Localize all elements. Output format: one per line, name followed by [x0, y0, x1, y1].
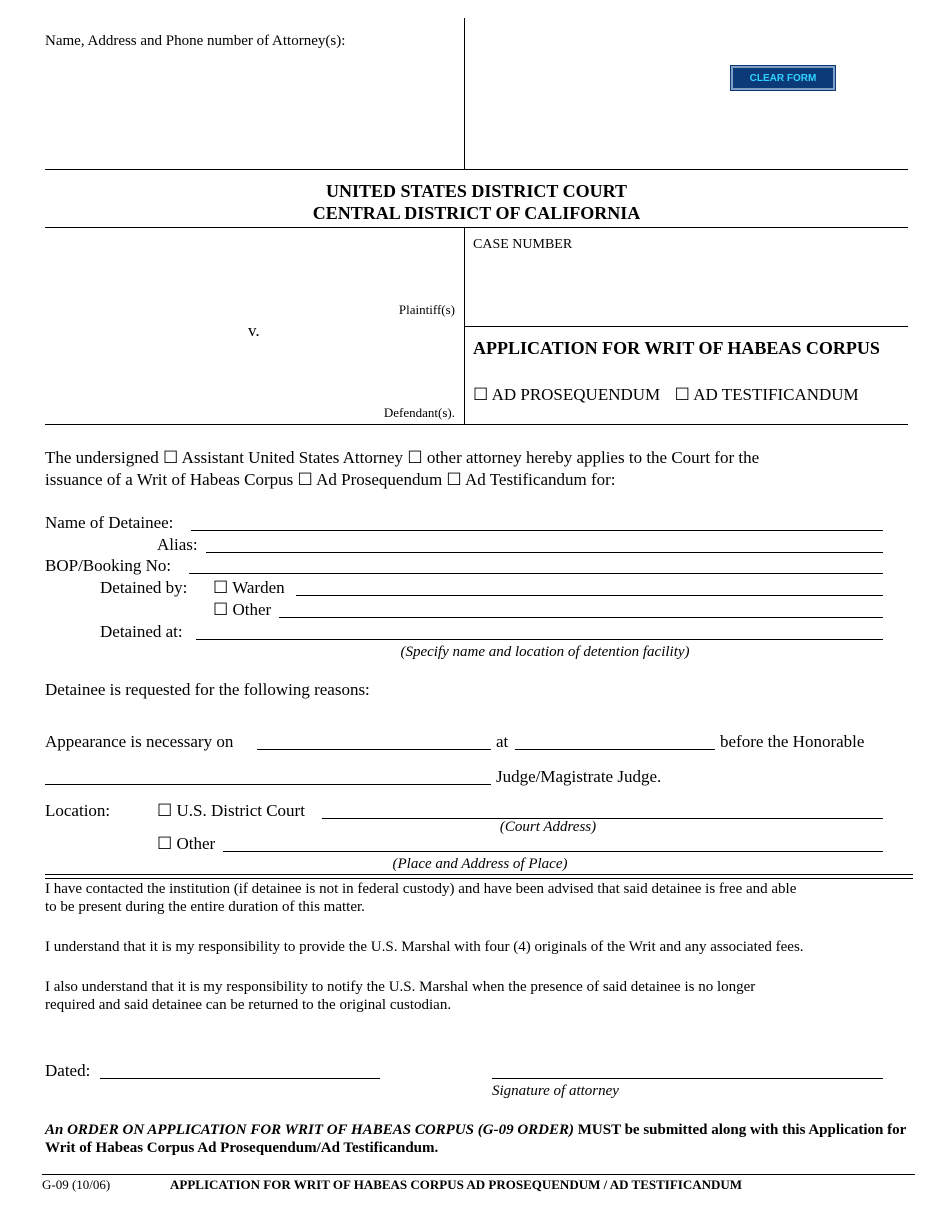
warden-option — [213, 578, 285, 598]
writ-type-options — [473, 385, 859, 405]
place-hint: (Place and Address of Place) — [392, 856, 568, 872]
statement-3-line-1: I also understand that it is my responsibility to notify the U.S. Marshal when the presence of said detainee is no longer — [45, 979, 756, 995]
bop-field[interactable] — [189, 573, 883, 574]
location-other-label: Other — [176, 834, 216, 853]
intro-testificandum-checkbox[interactable]: ☐ — [446, 470, 462, 489]
footer-title: APPLICATION FOR WRIT OF HABEAS CORPUS AD PROSEQUENDUM / AD TESTIFICANDUM — [170, 1177, 743, 1192]
statement-3-line-2: required and said detainee can be returned to the original custodian. — [45, 997, 452, 1013]
signature-label: Signature of attorney — [492, 1083, 619, 1099]
judge-label: Judge/Magistrate Judge. — [496, 767, 662, 786]
statement-marshal-originals: I understand that it is my responsibility to provide the U.S. Marshal with four (4) originals of the Writ and any associated fees. — [45, 939, 804, 955]
footer-rule — [42, 1174, 915, 1175]
detained-other-label: Other — [232, 600, 272, 619]
intro-line-2 — [45, 470, 616, 490]
warden-label: Warden — [232, 578, 285, 597]
dated-field[interactable] — [100, 1078, 380, 1079]
bop-label: BOP/Booking No: — [45, 556, 172, 575]
case-number-rule — [465, 326, 908, 327]
notice-bold: MUST be submitted along with this Application for — [574, 1122, 907, 1138]
facility-hint: (Specify name and location of detention facility) — [400, 644, 690, 660]
detained-at-field[interactable] — [196, 639, 883, 640]
court-title — [45, 180, 908, 224]
other-attorney-checkbox[interactable]: ☐ — [407, 448, 423, 467]
ausa-label: Assistant United States Attorney — [181, 448, 404, 467]
at-label: at — [496, 732, 509, 751]
detained-by-label: Detained by: — [100, 578, 188, 597]
warden-checkbox[interactable]: ☐ — [213, 578, 229, 597]
detained-other-option — [213, 600, 271, 620]
intro-prosequendum-label: Ad Prosequendum — [316, 470, 443, 489]
notice-italic: An ORDER ON APPLICATION FOR WRIT OF HABEAS CORPUS (G-09 ORDER) — [45, 1122, 574, 1138]
order-notice — [45, 1121, 945, 1157]
attorney-info-field[interactable] — [48, 56, 458, 164]
plaintiff-field[interactable] — [48, 236, 448, 298]
court-line-2: CENTRAL DISTRICT OF CALIFORNIA — [312, 203, 641, 223]
alias-label: Alias: — [157, 535, 198, 554]
location-label: Location: — [45, 801, 111, 820]
district-court-checkbox[interactable]: ☐ — [157, 801, 173, 820]
reasons-heading: Detainee is requested for the following reasons: — [45, 680, 370, 699]
statement-notify-marshal — [45, 978, 925, 1014]
location-other-option — [157, 834, 215, 854]
court-bottom-rule — [45, 227, 908, 228]
statement-1-line-2: to be present during the entire duration of this matter. — [45, 899, 365, 915]
defendant-label: Defendant(s). — [383, 405, 455, 420]
intro-line-1 — [45, 448, 759, 468]
double-rule-top — [45, 874, 913, 875]
prosequendum-checkbox[interactable]: ☐ — [473, 385, 489, 404]
clear-form-button[interactable]: CLEAR FORM — [731, 66, 835, 90]
appearance-time-field[interactable] — [515, 749, 715, 750]
warden-field[interactable] — [296, 595, 883, 596]
notice-line-2: Writ of Habeas Corpus Ad Prosequendum/Ad Testificandum. — [45, 1140, 439, 1156]
form-number: G-09 (10/06) — [42, 1177, 111, 1192]
before-honorable-label: before the Honorable — [720, 732, 865, 751]
other-attorney-label: other attorney hereby applies to the Court for the — [426, 448, 760, 467]
detained-other-field[interactable] — [279, 617, 883, 618]
statement-1-line-1: I have contacted the institution (if detainee is not in federal custody) and have been advised that said detainee is free and able — [45, 881, 797, 897]
dated-label: Dated: — [45, 1061, 91, 1080]
place-address-field[interactable] — [223, 851, 883, 852]
plaintiff-label: Plaintiff(s) — [398, 302, 455, 317]
versus-label: v. — [248, 321, 260, 340]
intro-testificandum-label: Ad Testificandum for: — [464, 470, 616, 489]
testificandum-checkbox[interactable]: ☐ — [674, 385, 690, 404]
attorney-label: Name, Address and Phone number of Attorney(s): — [45, 33, 346, 49]
detained-at-label: Detained at: — [100, 622, 183, 641]
case-number-label: CASE NUMBER — [473, 237, 573, 252]
court-line-1: UNITED STATES DISTRICT COURT — [326, 181, 627, 201]
caption-bottom-rule — [45, 424, 908, 425]
testificandum-label: AD TESTIFICANDUM — [693, 385, 859, 404]
ausa-checkbox[interactable]: ☐ — [163, 448, 179, 467]
defendant-field[interactable] — [48, 344, 448, 402]
header-divider — [464, 18, 465, 170]
statement-contacted — [45, 880, 925, 916]
document-title: APPLICATION FOR WRIT OF HABEAS CORPUS — [473, 338, 880, 358]
intro-text-2: issuance of a Writ of Habeas Corpus — [45, 470, 294, 489]
detainee-name-label: Name of Detainee: — [45, 513, 174, 532]
prosequendum-label: AD PROSEQUENDUM — [491, 385, 661, 404]
signature-field[interactable] — [492, 1078, 883, 1079]
detained-other-checkbox[interactable]: ☐ — [213, 600, 229, 619]
appearance-date-field[interactable] — [257, 749, 491, 750]
detainee-name-field[interactable] — [191, 530, 883, 531]
district-court-label: U.S. District Court — [176, 801, 305, 820]
intro-prosequendum-checkbox[interactable]: ☐ — [297, 470, 313, 489]
location-other-checkbox[interactable]: ☐ — [157, 834, 173, 853]
appearance-label: Appearance is necessary on — [45, 732, 234, 751]
case-number-field[interactable] — [473, 256, 903, 318]
court-top-rule — [45, 169, 908, 170]
judge-name-field[interactable] — [45, 784, 491, 785]
district-court-option — [157, 801, 305, 821]
intro-text: The undersigned — [45, 448, 159, 467]
court-address-hint: (Court Address) — [499, 819, 597, 835]
double-rule-bottom — [45, 878, 913, 879]
alias-field[interactable] — [206, 552, 883, 553]
